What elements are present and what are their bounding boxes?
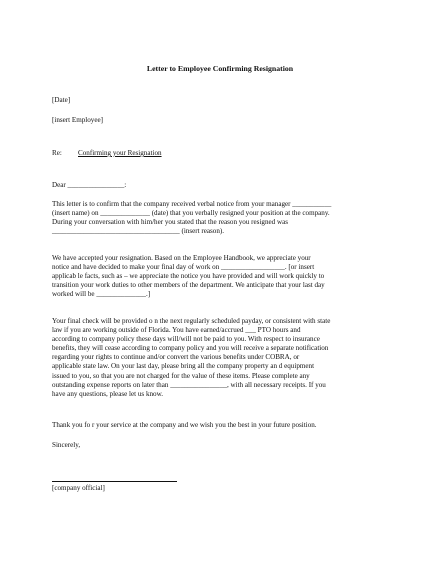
paragraph-line: applicab le facts, such as – we appreciate the notice you have provided and will work quickly to [52, 272, 325, 281]
paragraph-line: benefits, they will cease according to company policy and you will receive a separate notification [52, 344, 329, 353]
employee-placeholder: [insert Employee] [52, 116, 104, 124]
paragraph-line: law if you are working outside of Florida. You have earned/accrued ___ PTO hours and [52, 326, 301, 335]
paragraph-line: issued to you, so that you are not charged for the value of these items. Please complete any [52, 371, 310, 380]
paragraph-line: Your final check will be provided o n the next regularly scheduled payday, or consistent with state [52, 317, 331, 325]
signature-label: [company official] [52, 484, 105, 492]
paragraph-notice [52, 200, 402, 236]
paragraph-line: regarding your rights to continue and/or convert the various benefits under COBRA, or [52, 353, 300, 362]
closing: Sincerely, [52, 441, 81, 449]
paragraph-line: ____________________________________ (insert reason). [52, 227, 225, 236]
paragraph-line: During your conversation with him/her you stated that the reason you resigned was [52, 218, 289, 227]
paragraph-line: notice and have decided to make your final day of work on __________________. [or insert [52, 263, 315, 272]
paragraph-line: applicable state law. On your last day, please bring all the company property an d equipment [52, 362, 315, 371]
paragraph-line: (insert name) on ______________ (date) that you verbally resigned your position at the company. [52, 209, 330, 218]
paragraph-line: worked will be ______________.] [52, 290, 151, 299]
re-subject: Confirming your Resignation [78, 149, 162, 157]
paragraph-line: outstanding expense reports on later than ________________, with all necessary receipts. If you [52, 380, 326, 389]
paragraph-acceptance [52, 254, 402, 299]
letter-title: Letter to Employee Confirming Resignation [146, 64, 294, 73]
paragraph-line: We have accepted your resignation. Based on the Employee Handbook, we appreciate your [52, 254, 311, 262]
paragraph-final-check [52, 317, 402, 399]
paragraph-line: have any questions, please let us know. [52, 389, 164, 398]
signature-line [52, 481, 177, 482]
paragraph-thanks: Thank you fo r your service at the company and we wish you the best in your future position. [52, 421, 317, 429]
re-label: Re: [52, 149, 62, 157]
paragraph-line: This letter is to confirm that the company received verbal notice from your manager ___________ [52, 200, 332, 208]
subject-line [52, 149, 402, 158]
paragraph-line: transition your work duties to other members of the department. We anticipate that your last day [52, 281, 325, 290]
salutation: Dear ________________: [52, 181, 127, 189]
date-placeholder: [Date] [52, 96, 71, 104]
paragraph-line: according to company policy these days will/will not be paid to you. With respect to insurance [52, 335, 320, 344]
